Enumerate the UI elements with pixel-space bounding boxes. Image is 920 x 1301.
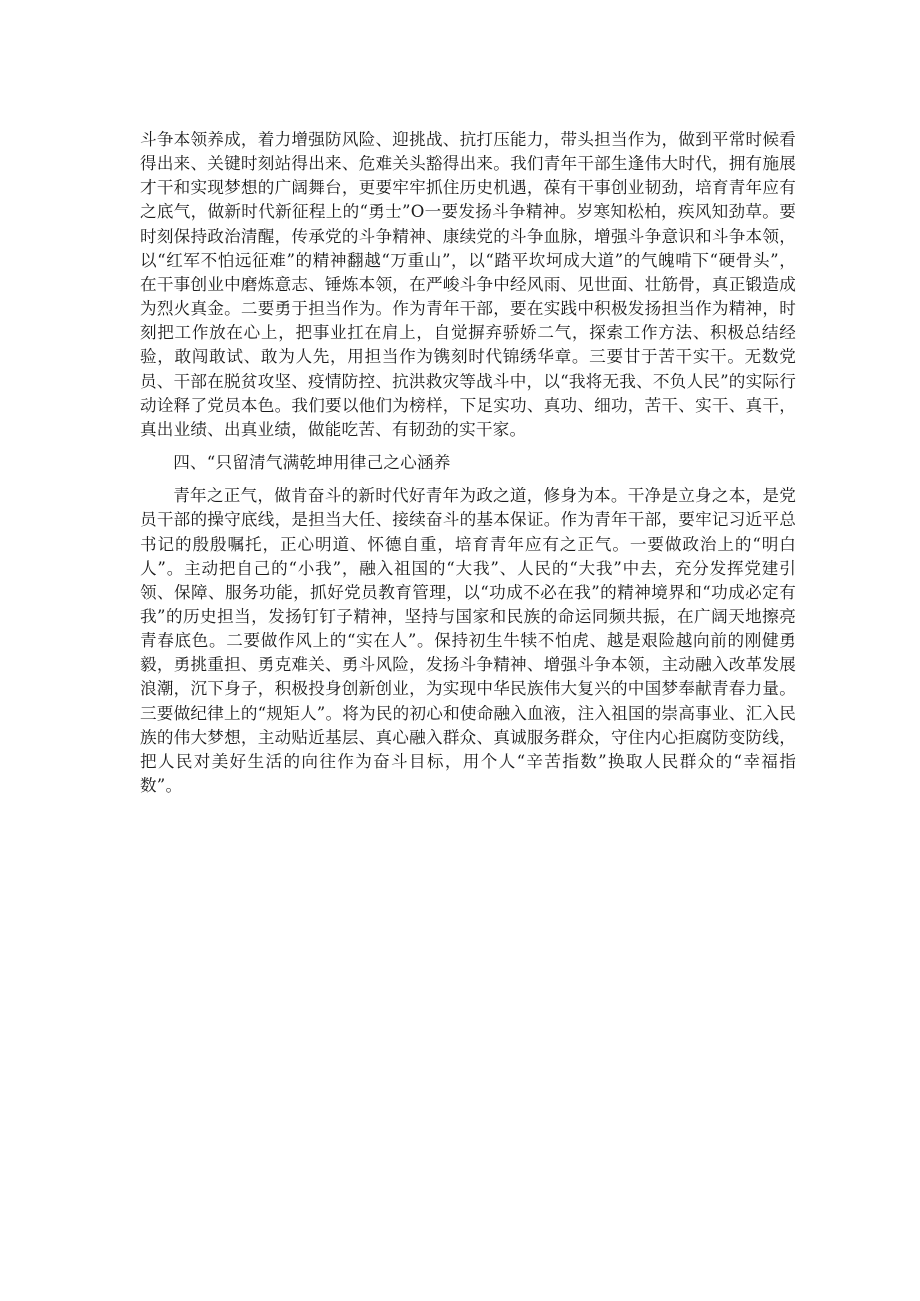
body-paragraph: 斗争本领养成，着力增强防风险、迎挑战、抗打压能力，带头担当作为，做到平常时候看得出来、关键时刻站得出来、危难关头豁得出来。我们青年干部生逢伟大时代，拥有施展才干和实现梦想的广阔舞台，更要牢牢抓住历史机遇，葆有干事创业韧劲，培育青年应有之底气，做新时代新征程上的“勇士”O一要发扬斗争精神。岁寒知松柏，疾风知劲草。要时刻保持政治清醒，传承党的斗争精神、康续党的斗争血脉，增强斗争意识和斗争本领，以“红军不怕远征难”的精神翻越“万重山”，以“踏平坎坷成大道”的气魄啃下“硬骨头”，在干事创业中磨炼意志、锤炼本领，在严峻斗争中经风雨、见世面、壮筋骨，真正锻造成为烈火真金。二要勇于担当作为。作为青年干部，要在实践中积极发扬担当作为精神，时刻把工作放在心上，把事业扛在肩上，自觉摒弃骄娇二气，探索工作方法、积极总结经验，敢闯敢试、敢为人先，用担当作为镌刻时代锦绣华章。三要甘于苦干实干。无数党员、干部在脱贫攻坚、疫情防控、抗洪救灾等战斗中，以“我将无我、不负人民”的实际行动诠释了党员本色。我们要以他们为榜样，下足实功、真功、细功，苦干、实干、真干，真出业绩、出真业绩，做能吃苦、有韧劲的实干家。 bbox=[140, 130, 796, 439]
body-paragraph: 青年之正气，做肯奋斗的新时代好青年为政之道，修身为本。干净是立身之本，是党员干部的操守底线，是担当大任、接续奋斗的基本保证。作为青年干部，要牢记习近平总书记的殷殷嘱托，正心明道、怀德自重，培育青年应有之正气。一要做政治上的“明白人”。主动把自己的“小我”，融入祖国的“大我”、人民的“大我”中去，充分发挥党建引领、保障、服务功能，抓好党员教育管理，以“功成不必在我”的精神境界和“功成必定有我”的历史担当，发扬钉钉子精神，坚持与国家和民族的命运同频共振，在广阔天地擦亮青春底色。二要做作风上的“实在人”。保持初生牛犊不怕虎、越是艰险越向前的刚健勇毅，勇挑重担、勇克难关、勇斗风险，发扬斗争精神、增强斗争本领，主动融入改革发展浪潮，沉下身子，积极投身创新创业，为实现中华民族伟大复兴的中国梦奉献青春力量。三要做纪律上的“规矩人”。将为民的初心和使命融入血液，注入祖国的崇高事业、汇入民族的伟大梦想，主动贴近基层、真心融入群众、真诚服务群众，守住内心拒腐防变防线，把人民对美好生活的向往作为奋斗目标，用个人“辛苦指数”换取人民群众的“幸福指数”。 bbox=[140, 486, 796, 796]
document-page bbox=[140, 128, 796, 798]
section-heading: 四、“只留清气满乾坤用律己之心涵养 bbox=[173, 453, 451, 473]
